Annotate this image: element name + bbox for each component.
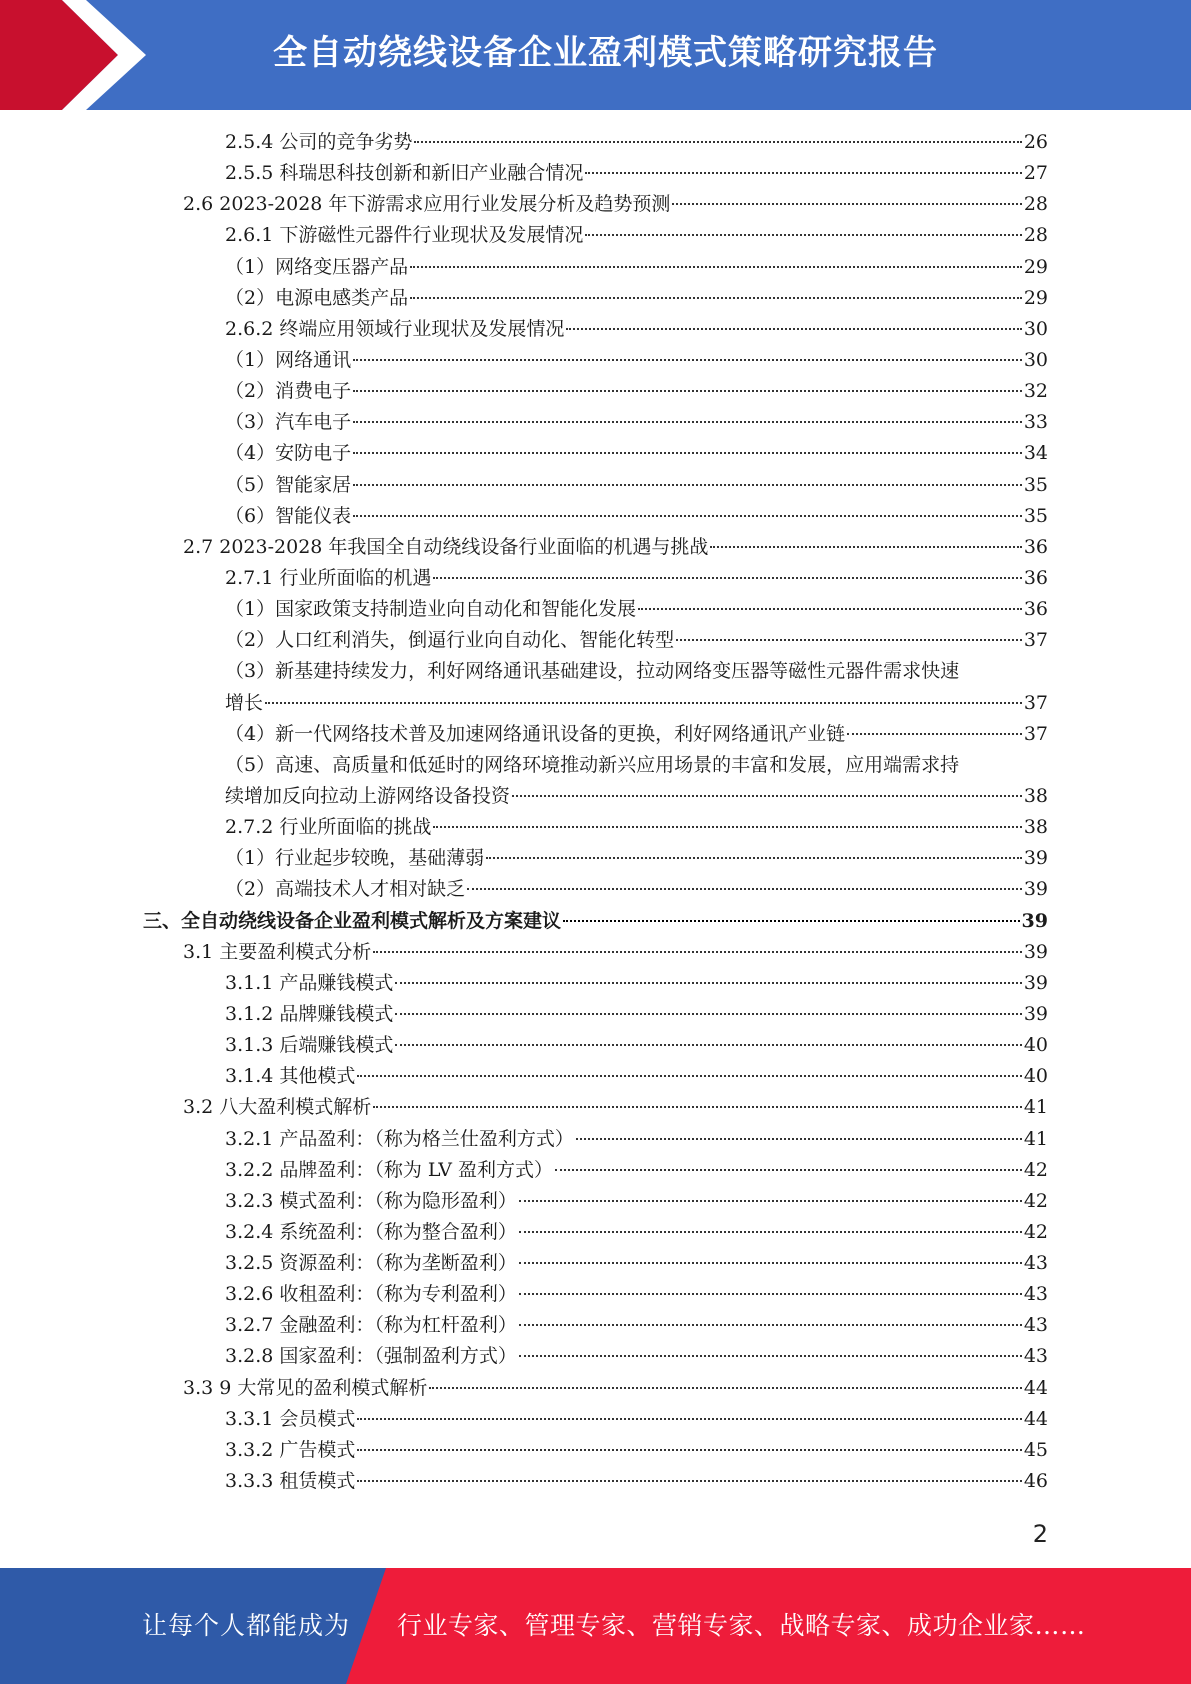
toc-entry[interactable] (225, 376, 1048, 407)
toc-row (0, 345, 1191, 376)
toc-entry[interactable] (183, 1373, 1048, 1404)
toc-row (0, 688, 1191, 719)
toc-entry[interactable] (225, 470, 1048, 501)
toc-page-number: 29 (1023, 286, 1048, 309)
toc-row (0, 189, 1191, 220)
toc-entry-text: （2）消费电子 (225, 380, 352, 403)
toc-dot-leader (519, 1355, 1022, 1357)
toc-row (0, 1341, 1191, 1372)
toc-entry[interactable] (225, 1341, 1048, 1372)
toc-page-number: 37 (1023, 629, 1048, 652)
toc-entry-text: （2）人口红利消失，倒逼行业向自动化、智能化转型 (225, 629, 675, 652)
toc-entry-text: （5）高速、高质量和低延时的网络环境推动新兴应用场景的丰富和发展，应用端需求持 (225, 753, 960, 776)
toc-entry-text: 3.1.1 产品赚钱模式 (225, 971, 394, 994)
toc-row (0, 812, 1191, 843)
toc-row (0, 314, 1191, 345)
page-number: 2 (1032, 1520, 1048, 1548)
toc-row (0, 937, 1191, 968)
toc-page-number: 44 (1023, 1407, 1048, 1430)
toc-row (0, 1404, 1191, 1435)
toc-dot-leader (395, 982, 1021, 984)
toc-page-number: 34 (1023, 442, 1048, 465)
toc-entry-text: （1）网络通讯 (225, 348, 352, 371)
toc-page-number: 39 (1023, 847, 1048, 870)
toc-page-number: 38 (1023, 784, 1048, 807)
toc-entry[interactable] (225, 283, 1048, 314)
toc-entry-text: 3.2.5 资源盈利：（称为垄断盈利） (225, 1252, 517, 1275)
toc-dot-leader (486, 857, 1022, 859)
toc-entry[interactable] (225, 1466, 1048, 1497)
toc-page-number: 38 (1023, 816, 1048, 839)
toc-entry[interactable] (225, 1404, 1048, 1435)
toc-entry-text: 增长 (225, 691, 264, 714)
toc-row (0, 501, 1191, 532)
toc-entry-text: 2.7.2 行业所面临的挑战 (225, 816, 432, 839)
toc-entry[interactable] (225, 1030, 1048, 1061)
toc-row (0, 656, 1191, 687)
toc-entry[interactable] (183, 937, 1048, 968)
toc-row (0, 252, 1191, 283)
toc-dot-leader (563, 920, 1020, 922)
toc-row (0, 1248, 1191, 1279)
toc-entry[interactable] (225, 843, 1048, 874)
toc-row (0, 1310, 1191, 1341)
toc-entry[interactable] (225, 1217, 1048, 1248)
toc-dot-leader (353, 390, 1022, 392)
toc-page-number: 36 (1023, 598, 1048, 621)
page-footer (0, 1568, 1191, 1684)
toc-row (0, 563, 1191, 594)
toc-entry-text: 3.2.2 品牌盈利：（称为 LV 盈利方式） (225, 1158, 554, 1181)
toc-entry[interactable] (225, 563, 1048, 594)
toc-dot-leader (373, 951, 1022, 953)
toc-dot-leader (519, 1293, 1022, 1295)
toc-entry-text: 3.2.1 产品盈利：（称为格兰仕盈利方式） (225, 1127, 574, 1150)
toc-entry-text: （2）高端技术人才相对缺乏 (225, 878, 466, 901)
toc-entry[interactable] (225, 812, 1048, 843)
toc-entry-text: 3.2.8 国家盈利：（强制盈利方式） (225, 1345, 517, 1368)
toc-row (0, 1279, 1191, 1310)
toc-dot-leader (433, 577, 1021, 579)
toc-entry[interactable] (225, 501, 1048, 532)
toc-row (0, 874, 1191, 905)
toc-page-number: 39 (1023, 1002, 1048, 1025)
toc-page-number: 40 (1023, 1065, 1048, 1088)
toc-entry-text: 3.3.2 广告模式 (225, 1438, 356, 1461)
toc-row (0, 1373, 1191, 1404)
toc-dot-leader (576, 1138, 1022, 1140)
toc-entry[interactable] (225, 874, 1048, 905)
toc-entry[interactable] (225, 1155, 1048, 1186)
toc-row (0, 220, 1191, 251)
toc-dot-leader (555, 1169, 1022, 1171)
toc-entry[interactable] (225, 594, 1048, 625)
toc-entry-text: 2.6.1 下游磁性元器件行业现状及发展情况 (225, 224, 584, 247)
toc-entry-text: （1）行业起步较晚，基础薄弱 (225, 847, 485, 870)
toc-page-number: 40 (1023, 1034, 1048, 1057)
toc-dot-leader (519, 1200, 1022, 1202)
toc-page-number: 41 (1023, 1096, 1048, 1119)
toc-dot-leader (357, 1449, 1021, 1451)
toc-entry-text: 3.2.4 系统盈利：（称为整合盈利） (225, 1220, 517, 1243)
toc-dot-leader (265, 702, 1022, 704)
table-of-contents (0, 127, 1191, 1497)
toc-entry[interactable] (225, 158, 1048, 189)
toc-dot-leader (357, 1075, 1021, 1077)
toc-dot-leader (676, 639, 1022, 641)
report-title: 全自动绕线设备企业盈利模式策略研究报告 (273, 33, 938, 73)
toc-entry-text: 3.3.1 会员模式 (225, 1407, 356, 1430)
toc-page-number: 39 (1023, 878, 1048, 901)
toc-dot-leader (357, 1480, 1021, 1482)
toc-page-number: 46 (1023, 1470, 1048, 1493)
toc-dot-leader (519, 1324, 1022, 1326)
toc-dot-leader (433, 826, 1021, 828)
toc-row (0, 968, 1191, 999)
toc-dot-leader (410, 297, 1022, 299)
footer-slogan-left: 让每个人都能成为 (142, 1611, 351, 1640)
toc-entry[interactable] (225, 968, 1048, 999)
toc-entry[interactable] (225, 1061, 1048, 1092)
toc-entry[interactable] (225, 127, 1048, 158)
toc-page-number: 43 (1023, 1314, 1048, 1337)
toc-dot-leader (566, 328, 1021, 330)
toc-page-number: 42 (1023, 1220, 1048, 1243)
toc-entry-text: （4）安防电子 (225, 442, 352, 465)
toc-dot-leader (353, 421, 1022, 423)
toc-entry-text: （1）网络变压器产品 (225, 255, 409, 278)
toc-entry[interactable] (225, 999, 1048, 1030)
toc-entry-text: 3.1 主要盈利模式分析 (183, 940, 372, 963)
toc-page-number: 27 (1023, 162, 1048, 185)
toc-page-number: 42 (1023, 1189, 1048, 1212)
toc-entry-text: 续增加反向拉动上游网络设备投资 (225, 784, 511, 807)
toc-page-number: 39 (1023, 971, 1048, 994)
toc-row (0, 470, 1191, 501)
toc-entry-text: 3.2.7 金融盈利：（称为杠杆盈利） (225, 1314, 517, 1337)
toc-row (0, 1186, 1191, 1217)
toc-row (0, 532, 1191, 563)
toc-dot-leader (467, 888, 1022, 890)
toc-row (0, 1030, 1191, 1061)
toc-page-number: 33 (1023, 411, 1048, 434)
toc-page-number: 29 (1023, 255, 1048, 278)
toc-page-number: 42 (1023, 1158, 1048, 1181)
toc-row (0, 719, 1191, 750)
toc-dot-leader (672, 203, 1021, 205)
toc-dot-leader (373, 1106, 1022, 1108)
toc-dot-leader (429, 1387, 1021, 1389)
toc-dot-leader (414, 141, 1021, 143)
toc-page-number: 35 (1023, 504, 1048, 527)
toc-entry[interactable] (225, 438, 1048, 469)
toc-page-number: 26 (1023, 131, 1048, 153)
toc-entry-text: （4）新一代网络技术普及加速网络通讯设备的更换，利好网络通讯产业链 (225, 722, 846, 745)
toc-row (0, 127, 1191, 158)
toc-page-number: 28 (1023, 224, 1048, 247)
toc-page-number: 39 (1023, 940, 1048, 963)
toc-entry[interactable] (225, 1124, 1048, 1155)
toc-row (0, 158, 1191, 189)
toc-entry-text: 2.5.4 公司的竞争劣势 (225, 131, 413, 153)
toc-dot-leader (585, 172, 1021, 174)
toc-dot-leader (638, 608, 1022, 610)
toc-entry-text: （6）智能仪表 (225, 504, 352, 527)
toc-row (0, 1466, 1191, 1497)
toc-page-number: 37 (1023, 691, 1048, 714)
toc-entry-text: （5）智能家居 (225, 473, 352, 496)
toc-dot-leader (357, 1418, 1021, 1420)
toc-page-number: 28 (1023, 193, 1048, 216)
toc-row (0, 376, 1191, 407)
toc-entry[interactable] (225, 1310, 1048, 1341)
toc-dot-leader (585, 234, 1021, 236)
toc-page-number: 43 (1023, 1283, 1048, 1306)
toc-row (0, 1092, 1191, 1123)
toc-row (0, 594, 1191, 625)
toc-entry[interactable] (183, 532, 1048, 563)
toc-row (0, 781, 1191, 812)
toc-dot-leader (353, 484, 1022, 486)
toc-entry-text: 3.2 八大盈利模式解析 (183, 1096, 372, 1119)
toc-entry[interactable] (225, 1186, 1048, 1217)
toc-row (0, 625, 1191, 656)
toc-dot-leader (353, 515, 1022, 517)
toc-entry-text: （1）国家政策支持制造业向自动化和智能化发展 (225, 598, 637, 621)
toc-entry[interactable] (225, 1435, 1048, 1466)
toc-page-number: 32 (1023, 380, 1048, 403)
toc-row (0, 407, 1191, 438)
toc-page-number: 36 (1023, 566, 1048, 589)
toc-page-number: 43 (1023, 1345, 1048, 1368)
toc-dot-leader (710, 546, 1021, 548)
toc-dot-leader (353, 359, 1022, 361)
toc-dot-leader (395, 1044, 1021, 1046)
toc-entry[interactable] (225, 314, 1048, 345)
toc-entry[interactable] (143, 906, 1048, 937)
toc-row (0, 1124, 1191, 1155)
toc-row (0, 843, 1191, 874)
toc-entry[interactable] (225, 252, 1048, 283)
toc-page-number: 45 (1023, 1438, 1048, 1461)
toc-row (0, 438, 1191, 469)
footer-slogan-right: 行业专家、管理专家、营销专家、战略专家、成功企业家…… (397, 1611, 1086, 1640)
toc-page-number: 44 (1023, 1376, 1048, 1399)
toc-entry[interactable] (225, 719, 1048, 750)
toc-entry-text: 3.3 9 大常见的盈利模式解析 (183, 1376, 428, 1399)
toc-page-number: 35 (1023, 473, 1048, 496)
toc-row (0, 906, 1191, 937)
toc-page-number: 36 (1023, 535, 1048, 558)
toc-dot-leader (512, 795, 1022, 797)
toc-entry-text: 2.7 2023-2028 年我国全自动绕线设备行业面临的机遇与挑战 (183, 535, 709, 558)
toc-dot-leader (847, 733, 1022, 735)
toc-entry-text: 3.3.3 租赁模式 (225, 1470, 356, 1493)
toc-entry-text: 2.6.2 终端应用领域行业现状及发展情况 (225, 317, 565, 340)
toc-entry[interactable] (225, 220, 1048, 251)
toc-dot-leader (353, 452, 1022, 454)
toc-entry-text: （3）新基建持续发力，利好网络通讯基础建设，拉动网络变压器等磁性元器件需求快速 (225, 660, 960, 683)
toc-entry[interactable] (225, 688, 1048, 719)
toc-entry[interactable] (183, 1092, 1048, 1123)
toc-dot-leader (410, 266, 1022, 268)
toc-row (0, 1155, 1191, 1186)
toc-page-number: 39 (1021, 909, 1048, 932)
toc-row (0, 1061, 1191, 1092)
toc-dot-leader (519, 1231, 1022, 1233)
toc-entry[interactable] (225, 625, 1048, 656)
toc-entry-text: 3.2.3 模式盈利：（称为隐形盈利） (225, 1189, 517, 1212)
toc-entry[interactable] (225, 1279, 1048, 1310)
toc-entry[interactable] (225, 781, 1048, 812)
page-header (0, 0, 1191, 110)
toc-row (0, 999, 1191, 1030)
toc-entry-text: （2）电源电感类产品 (225, 286, 409, 309)
toc-row (0, 1435, 1191, 1466)
toc-page-number: 43 (1023, 1252, 1048, 1275)
toc-entry-text: 2.6 2023-2028 年下游需求应用行业发展分析及趋势预测 (183, 193, 671, 216)
toc-row (0, 1217, 1191, 1248)
toc-entry-text: 三、全自动绕线设备企业盈利模式解析及方案建议 (143, 909, 562, 932)
toc-entry-text: 2.5.5 科瑞思科技创新和新旧产业融合情况 (225, 162, 584, 185)
toc-entry[interactable] (225, 407, 1048, 438)
toc-entry-text: 2.7.1 行业所面临的机遇 (225, 566, 432, 589)
toc-entry-text: 3.1.3 后端赚钱模式 (225, 1034, 394, 1057)
toc-page-number: 30 (1023, 348, 1048, 371)
toc-entry-text: 3.2.6 收租盈利：（称为专利盈利） (225, 1283, 517, 1306)
toc-entry-text: 3.1.2 品牌赚钱模式 (225, 1002, 394, 1025)
toc-page-number: 37 (1023, 722, 1048, 745)
toc-row (0, 283, 1191, 314)
toc-entry[interactable] (183, 189, 1048, 220)
toc-dot-leader (519, 1262, 1022, 1264)
toc-entry[interactable] (225, 345, 1048, 376)
toc-dot-leader (395, 1013, 1021, 1015)
toc-entry-text: 3.1.4 其他模式 (225, 1065, 356, 1088)
toc-entry-text: （3）汽车电子 (225, 411, 352, 434)
toc-page-number: 30 (1023, 317, 1048, 340)
toc-page-number: 41 (1023, 1127, 1048, 1150)
toc-row (0, 750, 1191, 781)
toc-entry[interactable] (225, 1248, 1048, 1279)
